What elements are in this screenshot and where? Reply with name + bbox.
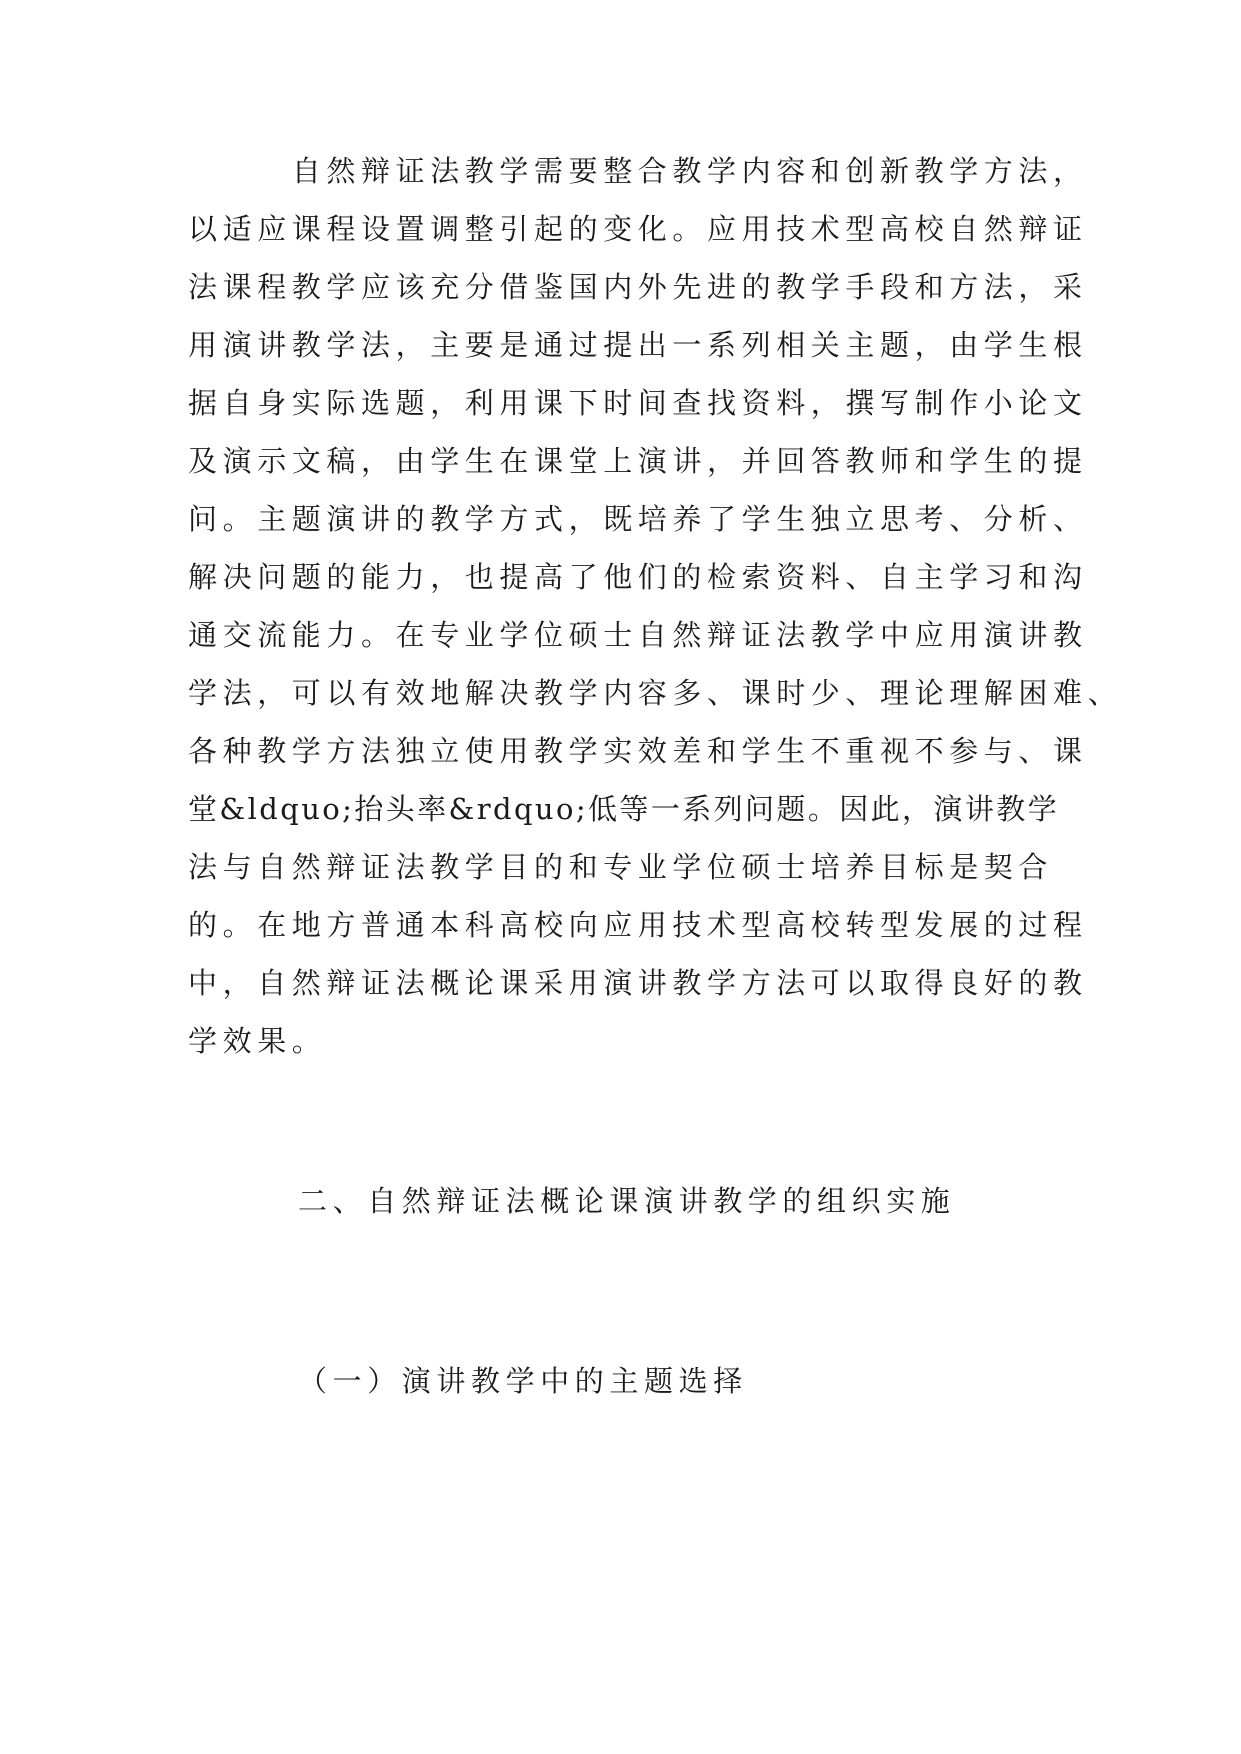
paragraph-line: 法与自然辩证法教学目的和专业学位硕士培养目标是契合 [188, 850, 1054, 884]
paragraph-line: 自然辩证法教学需要整合教学内容和创新教学方法， [188, 154, 1088, 188]
paragraph-line: 及演示文稿，由学生在课堂上演讲，并回答教师和学生的提 [188, 444, 1088, 478]
paragraph-line: 用演讲教学法，主要是通过提出一系列相关主题，由学生根 [188, 328, 1088, 362]
paragraph-line: 据自身实际选题，利用课下时间查找资料，撰写制作小论文 [188, 386, 1088, 420]
paragraph-line: 的。在地方普通本科高校向应用技术型高校转型发展的过程 [188, 908, 1088, 942]
paragraph-line: 学法，可以有效地解决教学内容多、课时少、理论理解困难、 [188, 676, 1123, 710]
paragraph-line: 解决问题的能力，也提高了他们的检索资料、自主学习和沟 [188, 560, 1088, 594]
paragraph-line: 以适应课程设置调整引起的变化。应用技术型高校自然辩证 [188, 212, 1088, 246]
paragraph-line: 中，自然辩证法概论课采用演讲教学方法可以取得良好的教 [188, 966, 1088, 1000]
paragraph-line: 各种教学方法独立使用教学实效差和学生不重视不参与、课 [188, 734, 1088, 768]
section-heading: 二、自然辩证法概论课演讲教学的组织实施 [298, 1184, 956, 1218]
paragraph-line: 学效果。 [188, 1024, 327, 1058]
paragraph-line: 通交流能力。在专业学位硕士自然辩证法教学中应用演讲教 [188, 618, 1088, 652]
subsection-heading: （一）演讲教学中的主题选择 [298, 1364, 748, 1398]
paragraph-line: 问。主题演讲的教学方式，既培养了学生独立思考、分析、 [188, 502, 1088, 536]
paragraph-line: 法课程教学应该充分借鉴国内外先进的教学手段和方法，采 [188, 270, 1088, 304]
paragraph-line: 堂&ldquo;抬头率&rdquo;低等一系列问题。因此，演讲教学 [188, 792, 1060, 826]
